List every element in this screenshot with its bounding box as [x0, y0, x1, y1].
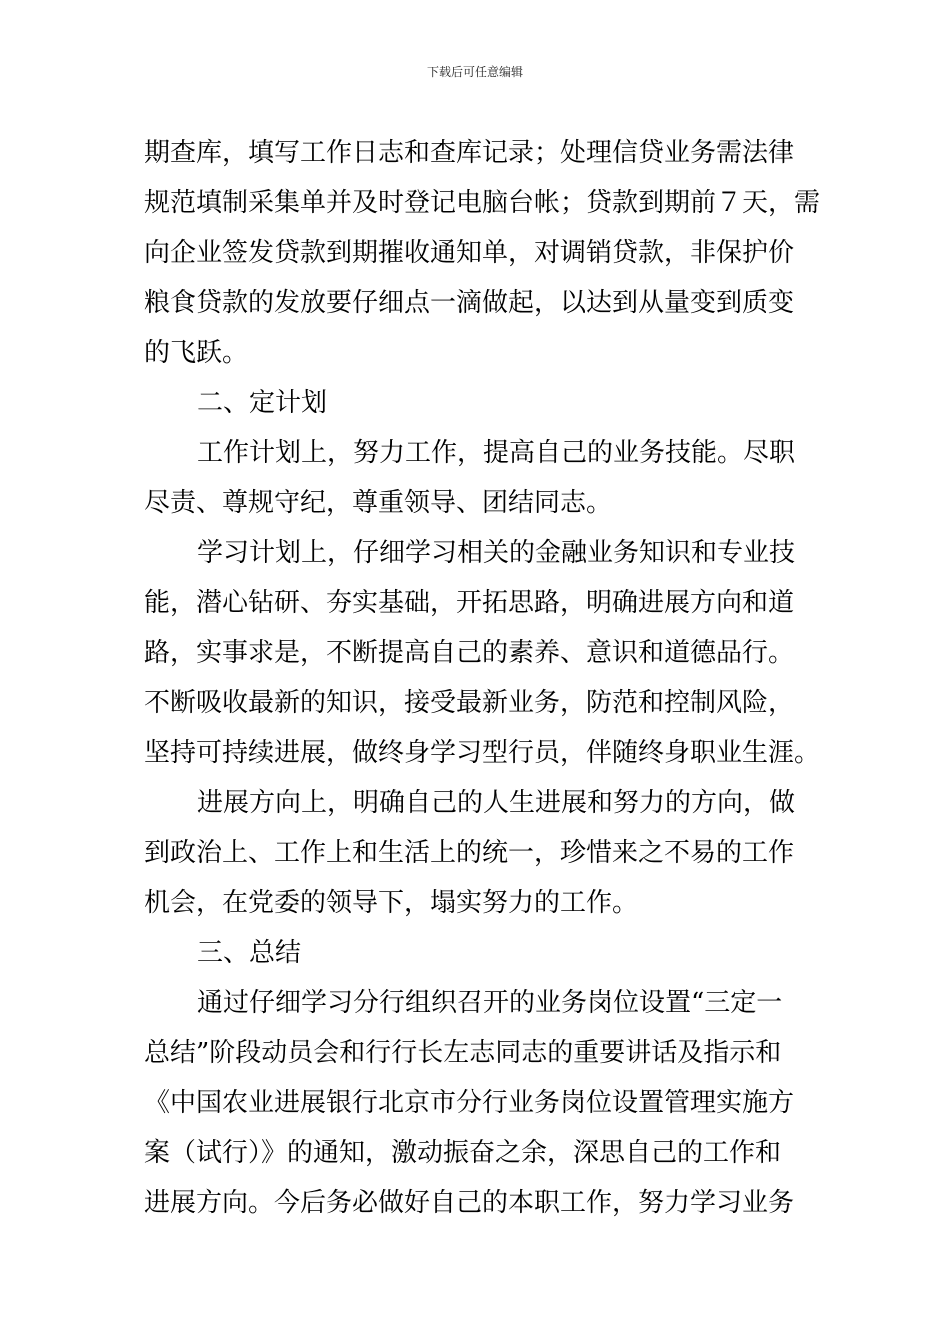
text-line: 三、总结 [197, 938, 302, 968]
text-line: 总结”阶段动员会和行行长左志同志的重要讲话及指示和 [144, 1038, 782, 1068]
text-line: 进展方向上，明确自己的人生进展和努力的方向，做 [197, 788, 796, 818]
text-line: 工作计划上，努力工作，提高自己的业务技能。尽职 [197, 438, 796, 468]
text-line: 的飞跃。 [144, 338, 249, 368]
text-line: 粮食贷款的发放要仔细点一滴做起，以达到从量变到质变 [144, 288, 795, 318]
text-line: 学习计划上，仔细学习相关的金融业务知识和专业技 [197, 538, 796, 568]
text-line: 到政治上、工作上和生活上的统一，珍惜来之不易的工作 [144, 838, 795, 868]
text-line: 案（试行）》的通知，激动振奋之余，深思自己的工作和 [144, 1138, 782, 1168]
text-line: 通过仔细学习分行组织召开的业务岗位设置“三定一 [197, 988, 783, 1018]
text-line: 期查库，填写工作日志和查库记录；处理信贷业务需法律 [144, 138, 795, 168]
document-body [144, 128, 821, 1228]
text-line: 尽责、尊规守纪，尊重领导、团结同志。 [144, 488, 613, 518]
text-line: 能，潜心钻研、夯实基础，开拓思路，明确进展方向和道 [144, 588, 795, 618]
text-line: 坚持可持续进展，做终身学习型行员，伴随终身职业生涯。 [144, 738, 821, 768]
text-line: 路，实事求是，不断提高自己的素养、意识和道德品行。 [144, 638, 795, 668]
text-line: 进展方向。今后务必做好自己的本职工作，努力学习业务 [144, 1188, 795, 1218]
text-line: 《中国农业进展银行北京市分行业务岗位设置管理实施方 [144, 1088, 795, 1118]
text-line: 向企业签发贷款到期摧收通知单，对调销贷款，非保护价 [144, 238, 795, 268]
text-line: 机会，在党委的领导下，塌实努力的工作。 [144, 888, 639, 918]
text-line: 不断吸收最新的知识，接受最新业务，防范和控制风险， [144, 688, 795, 718]
text-line: 规范填制采集单并及时登记电脑台帐；贷款到期前７天，需 [144, 188, 821, 218]
text-line: 二、定计划 [197, 388, 328, 418]
page-header: 下载后可任意编辑 [426, 65, 523, 79]
